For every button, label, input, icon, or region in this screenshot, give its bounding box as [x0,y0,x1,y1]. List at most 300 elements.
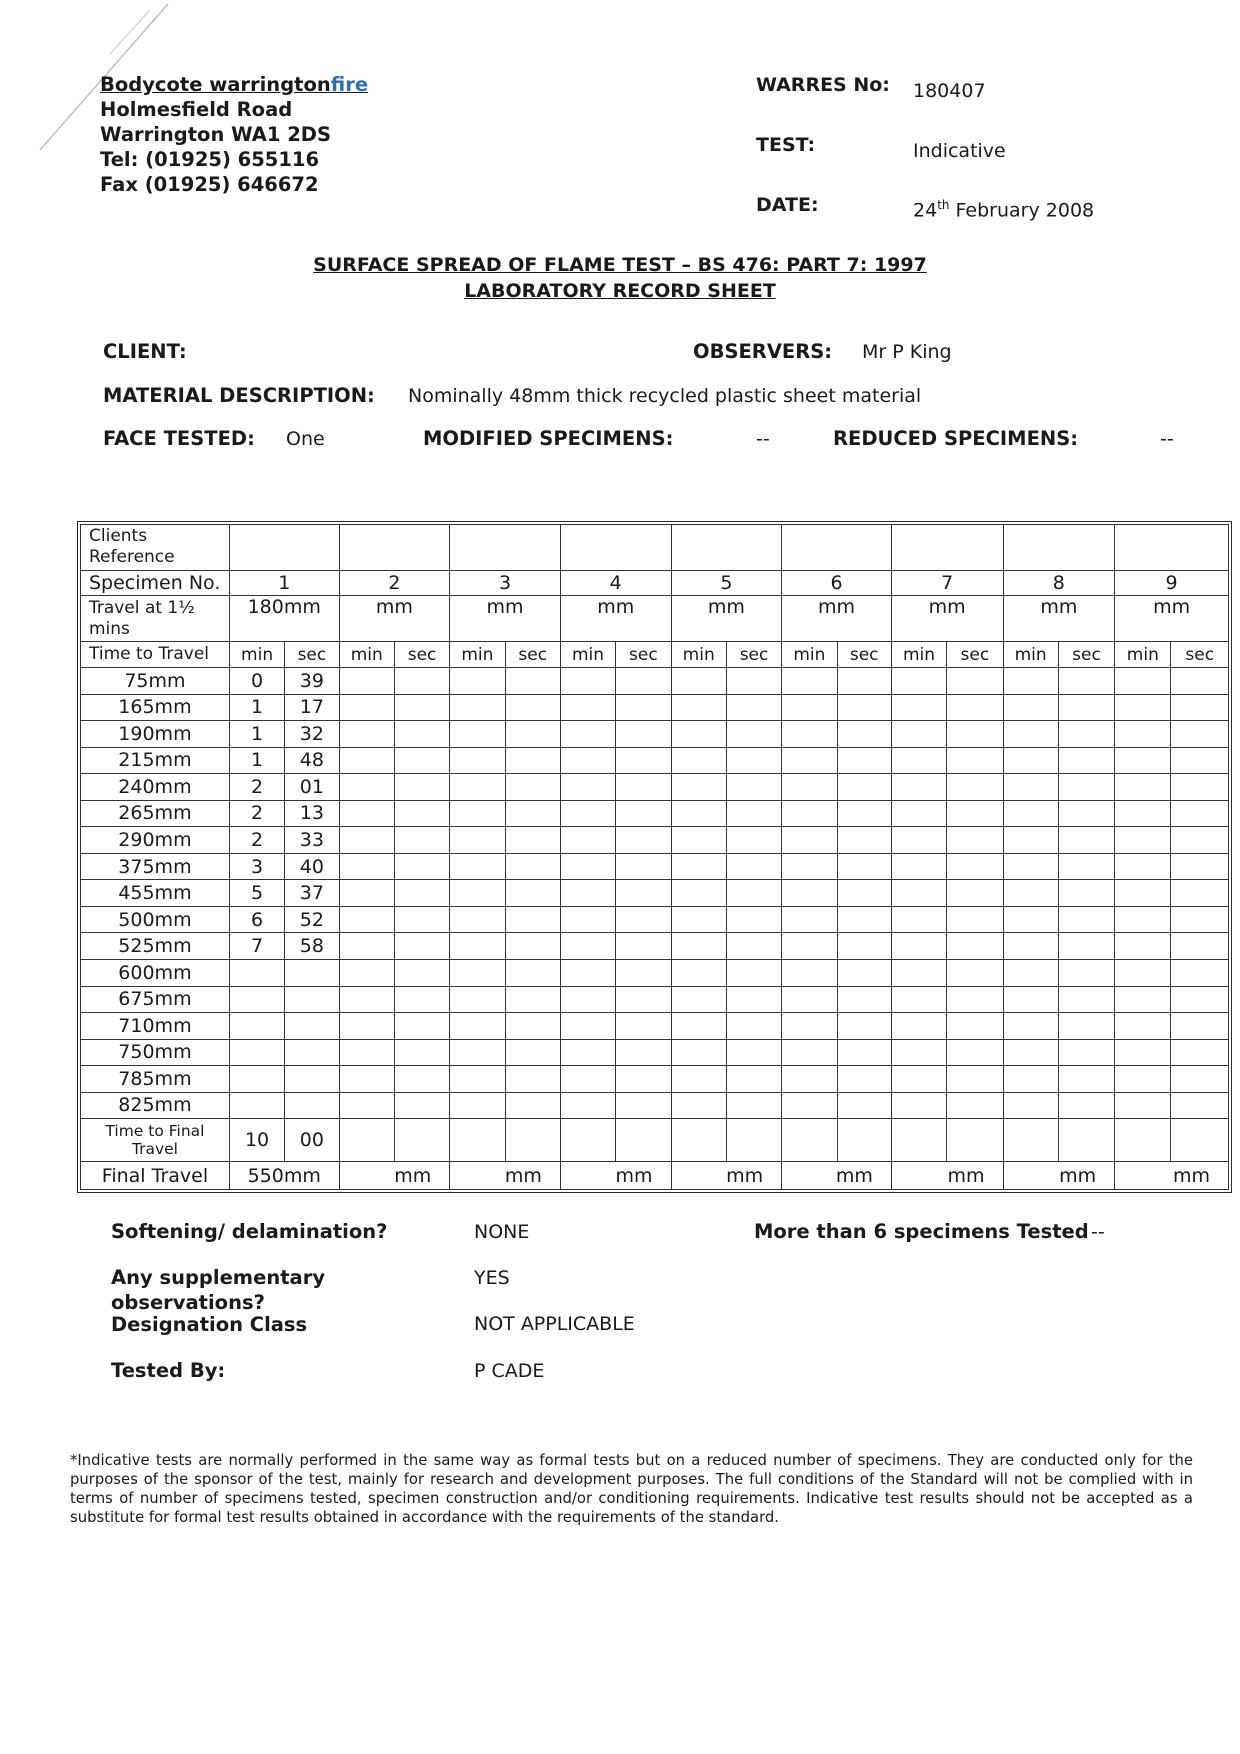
distance-label: 265mm [81,800,230,827]
time-min-cell [1115,880,1171,907]
table-row [81,667,1229,694]
time-sec-cell [947,800,1003,827]
specimen-number-row [81,570,1229,596]
time-sec-cell [394,747,449,774]
time-sec-cell [1171,906,1229,933]
supplementary-label-line2: observations? [111,1291,265,1314]
time-min-cell: 1 [229,721,284,748]
time-min-cell [1003,906,1058,933]
clients-reference-label: Clients Reference [81,525,230,571]
distance-label: 290mm [81,827,230,854]
time-sec-cell [285,986,339,1013]
time-sec-cell [726,1066,781,1093]
final-travel-value-9: mm [1115,1162,1229,1190]
time-sec-cell [1171,694,1229,721]
time-min-cell [671,906,726,933]
min-header-5: min [671,642,726,668]
time-min-cell: 0 [229,667,284,694]
time-min-cell [560,800,615,827]
time-sec-cell [394,880,449,907]
time-sec-cell [947,747,1003,774]
sec-header-1: sec [285,642,339,668]
distance-label: 825mm [81,1092,230,1119]
time-sec-cell [394,800,449,827]
time-min-cell [671,800,726,827]
time-sec-cell [505,1092,560,1119]
time-final-min-cell [1003,1119,1058,1162]
travel-value-8: mm [1003,596,1115,642]
time-min-cell [782,1092,837,1119]
time-min-cell [560,747,615,774]
softening-value: NONE [474,1221,530,1243]
distance-label: 500mm [81,906,230,933]
time-sec-cell [394,774,449,801]
time-sec-cell [616,1066,671,1093]
time-sec-cell [726,853,781,880]
final-travel-value-2: mm [339,1162,450,1190]
time-min-cell [450,800,505,827]
time-min-cell [560,1092,615,1119]
company-fax: Fax (01925) 646672 [100,173,319,196]
time-final-min-cell [1115,1119,1171,1162]
min-header-9: min [1115,642,1171,668]
time-min-cell [450,1013,505,1040]
modified-specimens-value: -- [756,428,770,450]
time-min-cell [671,880,726,907]
time-min-cell [671,694,726,721]
time-sec-cell [285,1039,339,1066]
time-min-cell [1003,694,1058,721]
time-min-cell [782,933,837,960]
time-min-cell: 7 [229,933,284,960]
time-min-cell [1115,1092,1171,1119]
time-min-cell [339,906,394,933]
time-min-cell [450,774,505,801]
time-sec-cell [505,747,560,774]
time-min-cell [560,853,615,880]
time-sec-cell [1171,1066,1229,1093]
time-min-cell [450,853,505,880]
time-sec-cell [947,880,1003,907]
time-min-cell [782,906,837,933]
time-sec-cell: 48 [285,747,339,774]
clients-reference-cell-7 [891,525,1003,571]
time-sec-cell [1058,986,1114,1013]
time-min-cell [1115,800,1171,827]
time-sec-cell [394,721,449,748]
sec-header-6: sec [837,642,891,668]
time-sec-cell [837,1039,891,1066]
min-header-6: min [782,642,837,668]
travel-value-4: mm [560,596,671,642]
time-min-cell: 1 [229,747,284,774]
time-min-cell [450,667,505,694]
time-sec-cell [616,800,671,827]
time-min-cell [1003,827,1058,854]
time-sec-cell [616,827,671,854]
time-sec-cell [616,774,671,801]
record-table [80,524,1229,1190]
clients-reference-cell-6 [782,525,892,571]
time-min-cell [782,721,837,748]
time-min-cell [1115,959,1171,986]
time-min-cell [891,1039,946,1066]
time-sec-cell [505,721,560,748]
time-sec-cell [1058,933,1114,960]
time-min-cell [339,800,394,827]
designation-label: Designation Class [111,1313,308,1336]
time-min-cell [891,986,946,1013]
time-min-cell [339,1013,394,1040]
time-sec-cell [947,933,1003,960]
time-min-cell [339,853,394,880]
time-sec-cell [505,827,560,854]
travel-value-2: mm [339,596,450,642]
sec-header-2: sec [394,642,449,668]
time-sec-cell [616,853,671,880]
client-label: CLIENT: [103,340,187,363]
time-min-cell [671,774,726,801]
table-row [81,1092,1229,1119]
time-min-cell: 5 [229,880,284,907]
time-min-cell [339,986,394,1013]
time-sec-cell [726,800,781,827]
specimen-number-7: 7 [891,570,1003,596]
time-min-cell [671,986,726,1013]
time-sec-cell [394,906,449,933]
specimen-number-9: 9 [1115,570,1229,596]
more-than-6-label: More than 6 specimens Tested [754,1220,1089,1243]
time-sec-cell [1171,880,1229,907]
travel-value-3: mm [450,596,561,642]
time-min-cell [339,1066,394,1093]
travel-value-7: mm [891,596,1003,642]
time-min-cell [450,747,505,774]
supplementary-label-line1: Any supplementary [111,1266,326,1289]
tested-by-value: P CADE [474,1360,545,1382]
time-sec-cell [947,1066,1003,1093]
time-min-cell [891,694,946,721]
time-min-cell [339,933,394,960]
address-line-1: Holmesfield Road [100,98,293,121]
time-min-cell [450,1039,505,1066]
travel-value-6: mm [782,596,892,642]
time-sec-cell [616,906,671,933]
time-sec-cell [1058,827,1114,854]
time-min-cell [782,667,837,694]
time-sec-cell [1171,1092,1229,1119]
face-tested-value: One [286,428,325,450]
time-sec-cell [947,827,1003,854]
time-sec-cell [616,986,671,1013]
specimen-number-label: Specimen No. [81,570,230,596]
date-label: DATE: [756,194,819,216]
time-sec-cell [726,1092,781,1119]
final-travel-value-6: mm [782,1162,892,1190]
company-name: Bodycote warringtonfire [100,73,369,96]
time-min-cell [671,959,726,986]
time-min-cell [339,747,394,774]
time-final-sec-cell [1058,1119,1114,1162]
time-sec-cell [505,1013,560,1040]
time-sec-cell [837,853,891,880]
table-row [81,800,1229,827]
time-min-cell [560,694,615,721]
time-sec-cell [505,800,560,827]
time-sec-cell [505,1039,560,1066]
time-sec-cell [1171,774,1229,801]
distance-label: 190mm [81,721,230,748]
time-sec-cell [1171,747,1229,774]
time-sec-cell [726,880,781,907]
time-sec-cell [1171,933,1229,960]
time-min-cell [229,1066,284,1093]
time-sec-cell [505,906,560,933]
observers-label: OBSERVERS: [693,340,833,363]
time-sec-cell [726,906,781,933]
time-min-cell [671,721,726,748]
clients-reference-cell-8 [1003,525,1115,571]
time-min-cell [450,1066,505,1093]
min-header-2: min [339,642,394,668]
time-min-cell [450,721,505,748]
time-min-cell: 2 [229,827,284,854]
distance-label: 785mm [81,1066,230,1093]
time-sec-cell: 13 [285,800,339,827]
time-sec-cell [726,986,781,1013]
time-sec-cell [837,827,891,854]
time-sec-cell: 37 [285,880,339,907]
time-min-cell [339,1039,394,1066]
sec-header-3: sec [505,642,560,668]
clients-reference-cell-1 [229,525,339,571]
tested-by-label: Tested By: [111,1359,226,1382]
time-min-cell [560,906,615,933]
time-min-cell: 1 [229,694,284,721]
min-header-4: min [560,642,615,668]
time-min-cell [560,827,615,854]
distance-label: 375mm [81,853,230,880]
time-min-cell [671,1039,726,1066]
time-min-cell [782,1039,837,1066]
time-min-cell [891,906,946,933]
time-final-min-cell [782,1119,837,1162]
time-min-cell: 6 [229,906,284,933]
time-min-cell [339,880,394,907]
time-sec-cell [394,667,449,694]
time-final-sec: 00 [285,1119,339,1162]
time-sec-cell [1171,959,1229,986]
time-min-cell [229,1013,284,1040]
distance-label: 600mm [81,959,230,986]
time-min-cell [891,1066,946,1093]
table-row [81,959,1229,986]
time-min-cell [450,986,505,1013]
time-min-cell [1003,986,1058,1013]
table-row [81,827,1229,854]
specimen-number-2: 2 [339,570,450,596]
sec-header-7: sec [947,642,1003,668]
time-sec-cell [1058,774,1114,801]
time-sec-cell [837,774,891,801]
time-min-cell [782,800,837,827]
time-min-cell [1115,694,1171,721]
final-travel-value-1: 550mm [229,1162,339,1190]
time-min-cell [891,1013,946,1040]
softening-label: Softening/ delamination? [111,1220,388,1243]
time-min-cell [671,1013,726,1040]
distance-label: 215mm [81,747,230,774]
observers-value: Mr P King [862,341,952,363]
time-sec-cell [1058,721,1114,748]
time-sec-cell: 52 [285,906,339,933]
time-min-cell [1003,800,1058,827]
time-final-min-cell [560,1119,615,1162]
time-sec-cell [285,1066,339,1093]
final-travel-value-4: mm [560,1162,671,1190]
time-final-min-cell [671,1119,726,1162]
time-sec-cell [947,721,1003,748]
time-sec-cell [616,721,671,748]
time-sec-cell: 40 [285,853,339,880]
time-final-min: 10 [229,1119,284,1162]
time-sec-cell [505,667,560,694]
distance-label: 525mm [81,933,230,960]
time-min-cell [339,721,394,748]
time-min-cell [671,933,726,960]
time-sec-cell [947,1039,1003,1066]
more-than-6-value: -- [1091,1221,1105,1243]
time-sec-cell [837,747,891,774]
time-min-cell: 2 [229,774,284,801]
time-sec-cell [616,880,671,907]
distance-label: 710mm [81,1013,230,1040]
time-sec-cell [394,694,449,721]
time-sec-cell [726,827,781,854]
time-min-cell [671,827,726,854]
time-min-cell [450,880,505,907]
time-min-cell [891,959,946,986]
time-min-cell [1115,827,1171,854]
time-min-cell [1115,986,1171,1013]
time-sec-cell [1058,800,1114,827]
time-min-cell [229,959,284,986]
time-sec-cell [285,1092,339,1119]
time-sec-cell [616,1092,671,1119]
time-min-cell [671,1066,726,1093]
time-sec-cell [394,1066,449,1093]
specimen-number-8: 8 [1003,570,1115,596]
min-header-1: min [229,642,284,668]
time-min-cell [560,774,615,801]
time-sec-cell [616,747,671,774]
time-min-cell [1003,721,1058,748]
travel-value-1: 180mm [229,596,339,642]
time-sec-cell [1171,721,1229,748]
time-min-cell [1003,1092,1058,1119]
sec-header-5: sec [726,642,781,668]
time-sec-cell [394,986,449,1013]
time-min-cell [339,667,394,694]
time-sec-cell [505,853,560,880]
time-sec-cell [837,1066,891,1093]
time-min-cell: 3 [229,853,284,880]
time-sec-cell [505,1066,560,1093]
sec-header-9: sec [1171,642,1229,668]
time-sec-cell: 01 [285,774,339,801]
time-min-cell [339,1092,394,1119]
time-final-sec-cell [947,1119,1003,1162]
clients-reference-cell-9 [1115,525,1229,571]
time-final-min-cell [339,1119,394,1162]
time-min-cell [1115,853,1171,880]
time-sec-cell: 17 [285,694,339,721]
time-sec-cell [1171,827,1229,854]
time-sec-cell [505,959,560,986]
time-sec-cell [616,694,671,721]
time-sec-cell [1058,880,1114,907]
time-sec-cell [394,853,449,880]
time-min-cell [560,880,615,907]
time-sec-cell: 58 [285,933,339,960]
warres-label: WARRES No: [756,74,890,96]
time-sec-cell [837,1013,891,1040]
travel-value-5: mm [671,596,782,642]
time-min-cell [560,959,615,986]
time-min-cell [560,721,615,748]
time-final-sec-cell [505,1119,560,1162]
time-min-cell [450,933,505,960]
table-row [81,1039,1229,1066]
clients-reference-cell-3 [450,525,561,571]
time-sec-cell [947,1013,1003,1040]
table-row [81,1066,1229,1093]
time-sec-cell [1058,667,1114,694]
time-sec-cell [947,959,1003,986]
time-sec-cell [505,880,560,907]
time-min-cell [560,1066,615,1093]
time-sec-cell [726,721,781,748]
time-min-cell [339,774,394,801]
distance-label: 750mm [81,1039,230,1066]
time-min-cell [339,694,394,721]
time-sec-cell [837,667,891,694]
distance-label: 240mm [81,774,230,801]
clients-reference-cell-2 [339,525,450,571]
material-value: Nominally 48mm thick recycled plastic sheet material [408,385,922,407]
time-min-cell [1003,747,1058,774]
time-min-cell [450,1092,505,1119]
date-value: 24th February 2008 [913,198,1095,222]
time-sec-cell [1171,1013,1229,1040]
time-sec-cell [1058,1066,1114,1093]
time-min-cell [891,827,946,854]
time-min-cell [1115,774,1171,801]
time-min-cell [782,959,837,986]
table-row [81,774,1229,801]
test-label: TEST: [756,134,816,156]
page-subtitle: LABORATORY RECORD SHEET [464,280,776,302]
reduced-specimens-value: -- [1160,428,1174,450]
time-sec-cell [837,880,891,907]
time-final-sec-cell [726,1119,781,1162]
supplementary-value: YES [474,1267,510,1289]
time-final-sec-cell [616,1119,671,1162]
time-sec-cell [726,1013,781,1040]
time-sec-cell [947,667,1003,694]
time-sec-cell [1058,906,1114,933]
time-min-cell [1115,1013,1171,1040]
